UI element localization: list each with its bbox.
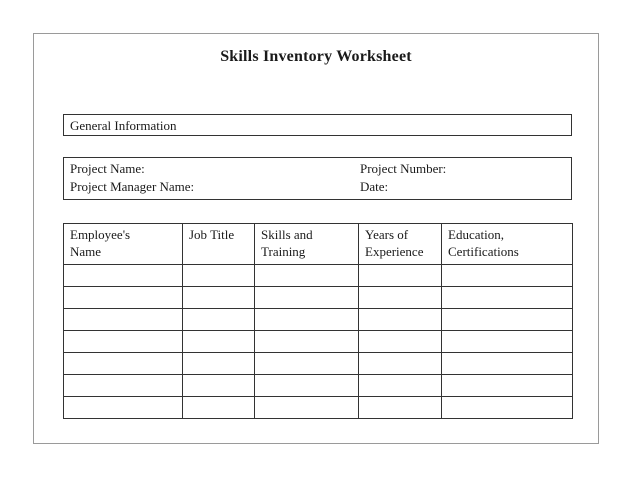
table-cell (183, 353, 255, 375)
header-skills-training (255, 224, 359, 265)
header-line: Employee's (70, 227, 131, 242)
table-cell (359, 353, 442, 375)
table-cell (183, 397, 255, 419)
header-line: Training (261, 244, 306, 259)
table-cell (64, 265, 183, 287)
table-cell (255, 265, 359, 287)
project-manager-name-label: Project Manager Name: (70, 179, 195, 194)
project-info-box (63, 157, 572, 200)
table-cell (442, 397, 573, 419)
table-cell (183, 309, 255, 331)
table-cell (442, 375, 573, 397)
header-line: Education, (448, 227, 504, 242)
table-row (64, 375, 573, 397)
general-information-label: General Information (70, 118, 177, 133)
table-cell (255, 397, 359, 419)
table-cell (255, 375, 359, 397)
project-name-label: Project Name: (70, 161, 145, 176)
worksheet-page (33, 33, 599, 444)
header-years-experience (359, 224, 442, 265)
header-employee-name (64, 224, 183, 265)
table-cell (64, 331, 183, 353)
table-cell (359, 331, 442, 353)
project-number-label: Project Number: (360, 161, 447, 176)
table-cell (255, 287, 359, 309)
table-row (64, 265, 573, 287)
table-row (64, 331, 573, 353)
skills-table-body (64, 265, 573, 419)
skills-table (63, 223, 573, 419)
header-line: Skills and (261, 227, 313, 242)
table-cell (183, 331, 255, 353)
table-cell (183, 265, 255, 287)
worksheet-title: Skills Inventory Worksheet (220, 48, 412, 65)
table-cell (359, 397, 442, 419)
table-cell (64, 353, 183, 375)
table-cell (359, 265, 442, 287)
table-cell (64, 309, 183, 331)
table-cell (64, 397, 183, 419)
table-row (64, 309, 573, 331)
table-row (64, 287, 573, 309)
table-cell (359, 375, 442, 397)
table-cell (255, 331, 359, 353)
header-line: Experience (365, 244, 424, 259)
table-row (64, 397, 573, 419)
table-cell (255, 353, 359, 375)
table-cell (442, 331, 573, 353)
table-cell (64, 375, 183, 397)
table-header-row (64, 224, 573, 265)
table-cell (442, 265, 573, 287)
table-cell (64, 287, 183, 309)
header-job-title (183, 224, 255, 265)
table-cell (359, 309, 442, 331)
header-line: Certifications (448, 244, 519, 259)
table-cell (183, 287, 255, 309)
header-education-certifications (442, 224, 573, 265)
table-cell (359, 287, 442, 309)
header-line: Name (70, 244, 102, 259)
header-line: Years of (365, 227, 409, 242)
table-row (64, 353, 573, 375)
table-cell (442, 287, 573, 309)
table-cell (442, 353, 573, 375)
header-line: Job Title (189, 227, 235, 242)
date-label: Date: (360, 179, 389, 194)
table-cell (183, 375, 255, 397)
general-information-box (63, 114, 572, 136)
table-cell (442, 309, 573, 331)
table-cell (255, 309, 359, 331)
